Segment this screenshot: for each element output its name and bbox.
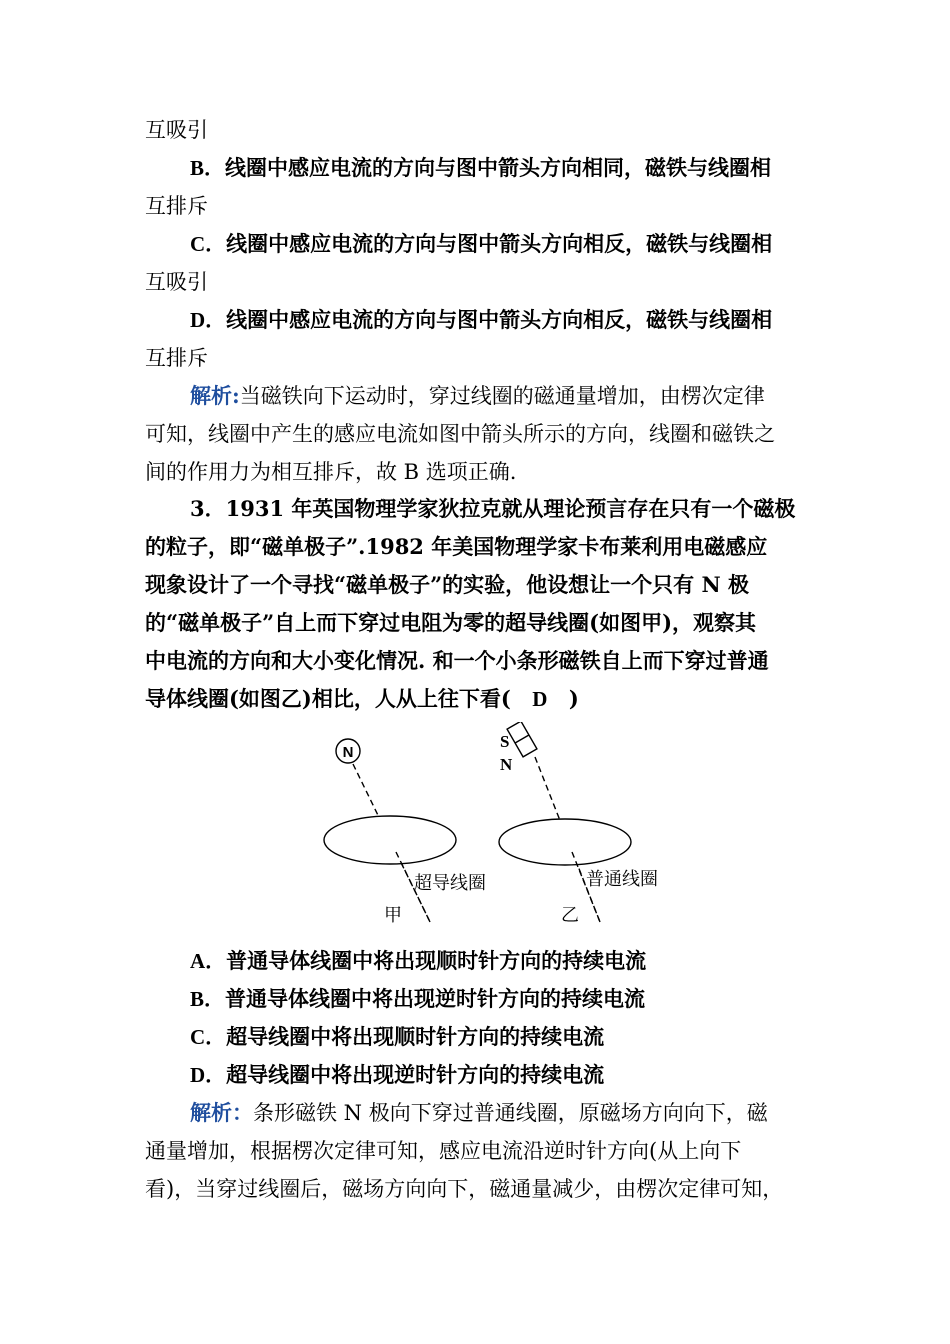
monopole-label: N: [342, 744, 354, 761]
question-3-stem-end: 导体线圈(如图乙)相比，人从上往下看(: [145, 686, 511, 711]
option-a-label: A．: [190, 949, 227, 973]
question-3-line-2: 的粒子，即“磁单极子”.1982 年美国物理学家卡布莱利用电磁感应: [145, 534, 768, 559]
option-b: [190, 984, 645, 1014]
analysis-1-text-1: 当磁铁向下运动时，穿过线圈的磁通量增加，由楞次定律: [239, 384, 765, 408]
bar-magnet: [507, 722, 537, 757]
prev-option-b-cont: 互排斥: [145, 194, 208, 218]
analysis-2-line-3: 看)，当穿过线圈后，磁场方向向下，磁通量减少，由楞次定律可知，: [145, 1177, 784, 1201]
question-3-line-1: 3．1931 年英国物理学家狄拉克就从理论预言存在只有一个磁极: [190, 496, 796, 521]
prev-option-c-text: 线圈中感应电流的方向与图中箭头方向相反，磁铁与线圈相: [226, 231, 773, 256]
option-c-label: C．: [190, 1025, 227, 1049]
prev-option-c: [190, 229, 772, 259]
prev-option-b: [190, 153, 771, 183]
option-d: [190, 1060, 604, 1090]
option-c: [190, 1022, 604, 1052]
prev-option-d-cont: 互排斥: [145, 346, 208, 370]
question-3-line-6: [145, 684, 579, 714]
option-a: [190, 946, 646, 976]
superconducting-coil: [324, 816, 456, 864]
option-d-label: D．: [190, 1063, 227, 1087]
normal-coil: [499, 819, 631, 865]
prev-option-d-text: 线圈中感应电流的方向与图中箭头方向相反，磁铁与线圈相: [226, 307, 773, 332]
option-c-text: 超导线圈中将出现顺时针方向的持续电流: [226, 1024, 605, 1049]
answer-blank: D: [532, 687, 548, 711]
caption-left: 甲: [384, 905, 402, 926]
prev-option-d-label: D．: [190, 308, 227, 332]
prev-option-c-cont: 互吸引: [145, 270, 208, 294]
coil-right-label: 普通线圈: [586, 869, 658, 890]
prev-option-b-label: B．: [190, 156, 226, 180]
prev-option-b-text: 线圈中感应电流的方向与图中箭头方向相同，磁铁与线圈相: [225, 155, 772, 180]
analysis-1-label: 解析:: [190, 383, 240, 408]
option-b-text: 普通导体线圈中将出现逆时针方向的持续电流: [225, 986, 646, 1011]
option-b-label: B．: [190, 987, 226, 1011]
caption-right: 乙: [561, 905, 579, 926]
analysis-1-line-1: [190, 381, 765, 411]
analysis-2-line-2: 通量增加，根据楞次定律可知，感应电流沿逆时针方向(从上向下: [145, 1139, 742, 1163]
magnet-n-label: N: [500, 755, 513, 774]
magnet-coil-figure: [290, 722, 680, 932]
analysis-2-label: 解析：: [190, 1100, 253, 1125]
prev-option-c-label: C．: [190, 232, 227, 256]
prev-option-a-tail: 互吸引: [145, 118, 208, 142]
prev-option-d: [190, 305, 772, 335]
question-3-line-3: 现象设计了一个寻找“磁单极子”的实验，他设想让一个只有 N 极: [145, 572, 749, 597]
analysis-2-text-1: 条形磁铁 N 极向下穿过普通线圈，原磁场方向向下，磁: [253, 1101, 768, 1125]
analysis-1-line-3: 间的作用力为相互排斥，故 B 选项正确.: [145, 460, 517, 484]
analysis-1-line-2: 可知，线圈中产生的感应电流如图中箭头所示的方向，线圈和磁铁之: [145, 422, 775, 446]
question-3-line-4: 的“磁单极子”自上而下穿过电阻为零的超导线圈(如图甲)，观察其: [145, 610, 757, 635]
coil-left-label: 超导线圈: [414, 873, 486, 894]
magnet-s-label: S: [500, 732, 510, 751]
question-3-line-5: 中电流的方向和大小变化情况. 和一个小条形磁铁自上而下穿过普通: [145, 648, 769, 673]
option-d-text: 超导线圈中将出现逆时针方向的持续电流: [226, 1062, 605, 1087]
answer-close-paren: ): [568, 686, 579, 711]
option-a-text: 普通导体线圈中将出现顺时针方向的持续电流: [226, 948, 647, 973]
analysis-2-line-1: [190, 1098, 768, 1128]
